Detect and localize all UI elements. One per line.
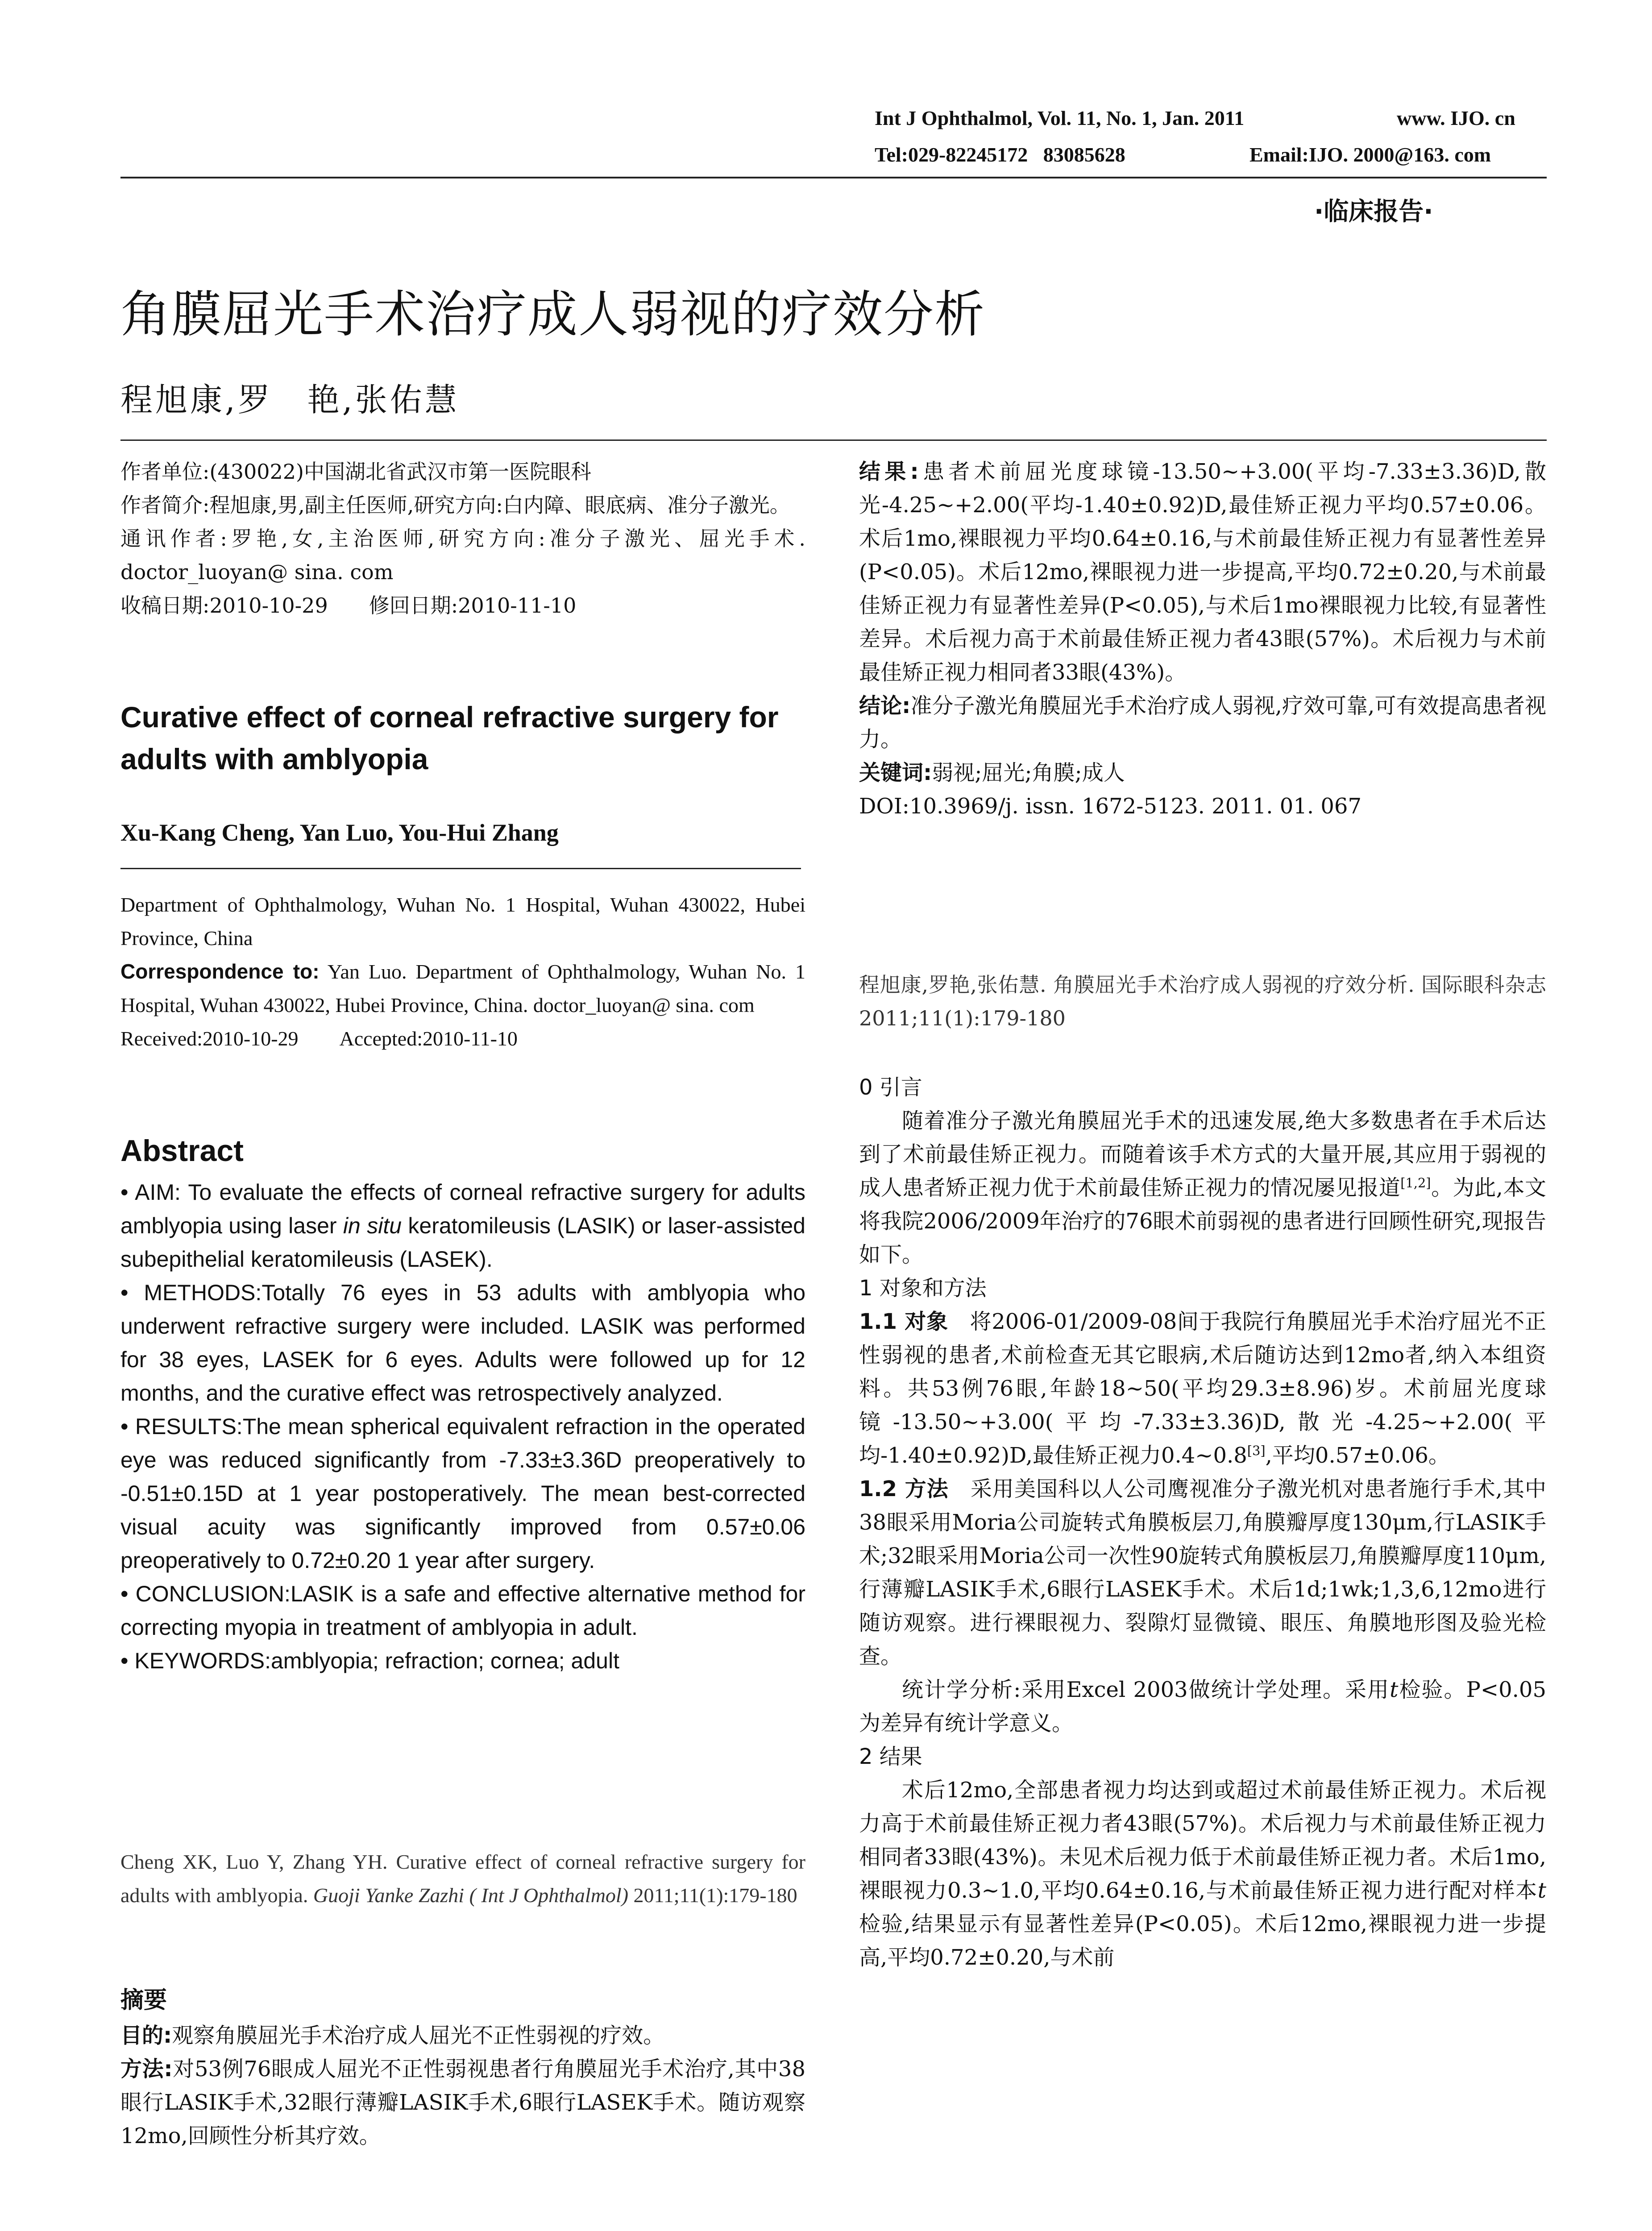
abstract-cn-methods	[120, 2053, 805, 2153]
authors-cn: 程旭康,罗 艳,张佑慧	[120, 381, 460, 419]
citation-cn: 程旭康,罗艳,张佑慧. 角膜屈光手术治疗成人弱视的疗效分析. 国际眼科杂志 2011;11(1):179-180	[859, 973, 1546, 1030]
title-rule	[120, 440, 1547, 441]
abstract-results	[120, 1410, 805, 1577]
section-heading-intro: 0 引言	[859, 1075, 922, 1100]
authors-en: Xu-Kang Cheng, Yan Luo, You-Hui Zhang	[120, 819, 559, 846]
results-body-post: 检验,结果显示有显著性差异(P<0.05)。术后12mo,裸眼视力进一步提高,平均0.72±0.20,与术前	[859, 1912, 1546, 1970]
citation-en-journal: Guoji Yanke Zazhi ( Int J Ophthalmol)	[313, 1884, 629, 1907]
abstract-cn-keywords	[859, 756, 1546, 790]
journal-email: Email:IJO. 2000@163. com	[1249, 143, 1491, 166]
journal-citation-header: Int J Ophthalmol, Vol. 11, No. 1, Jan. 2011	[875, 107, 1245, 129]
keywords-label: • KEYWORDS:	[120, 1648, 271, 1673]
affil-unit: 作者单位:(430022)中国湖北省武汉市第一医院眼科	[120, 460, 591, 484]
abstract-keywords	[120, 1644, 805, 1678]
abstract-conclusion	[120, 1577, 805, 1644]
methods-sub-label: 1.2 方法	[859, 1476, 949, 1501]
results-label: • RESULTS:	[120, 1414, 243, 1439]
abstract-heading-cn: 摘要	[120, 1987, 167, 2014]
conclusion-label-cn: 结论:	[859, 693, 911, 718]
doi: DOI:10.3969/j. issn. 1672-5123. 2011. 01. 067	[859, 794, 1362, 819]
corresponding-author: 通讯作者:罗艳,女,主治医师,研究方向:准分子激光、屈光手术. doctor_luoyan@ sina. com	[120, 527, 805, 584]
affiliations-cn	[120, 455, 805, 622]
keywords-text: amblyopia; refraction; cornea; adult	[271, 1648, 619, 1673]
methods-paragraph	[859, 1472, 1546, 1673]
results-body-pre: 术后12mo,全部患者视力均达到或超过术前最佳矫正视力。术后视力高于术前最佳矫正视力者43眼(57%)。术后视力与术前最佳矫正视力相同者33眼(43%)。未见术后视力低于术前最佳矫正视力者。术后1mo,裸眼视力0.3~1.0,平均0.64±0.16,与术前最佳矫正视力进行配对样本	[859, 1778, 1546, 1903]
aim-label: • AIM:	[120, 1180, 181, 1205]
keywords-label-cn: 关键词:	[859, 760, 932, 785]
subjects-paragraph	[859, 1305, 1546, 1472]
journal-website: www. IJO. cn	[1397, 107, 1515, 129]
header-rule	[120, 177, 1547, 178]
aim-text-pre: To evaluate the effects of corneal refractive surgery for adults amblyopia using laser	[120, 1180, 806, 1238]
intro-ref: [1,2]	[1400, 1175, 1431, 1190]
abstract-methods	[120, 1276, 805, 1410]
aim-text-italic: in situ	[343, 1213, 402, 1238]
stats-text-pre: 统计学分析:采用Excel 2003做统计学处理。采用	[902, 1677, 1390, 1702]
abstract-cn-right	[859, 455, 1546, 823]
conclusion-text: LASIK is a safe and effective alternative method for correcting myopia in treatment of amblyopia in adult.	[120, 1581, 806, 1640]
correspondence-label: Correspondence to:	[120, 960, 320, 983]
section-heading-methods: 1 对象和方法	[859, 1276, 987, 1301]
stats-text-post: 检验。P<0.05为差异有统计学意义。	[859, 1677, 1546, 1736]
received-dates-en: Received:2010-10-29 Accepted:2010-11-10	[120, 1027, 518, 1050]
methods-label: • METHODS:	[120, 1280, 262, 1305]
aim-text-cn: 观察角膜屈光手术治疗成人屈光不正性弱视的疗效。	[172, 2023, 665, 2048]
aim-label-cn: 目的:	[120, 2023, 172, 2048]
subjects-ref: [3]	[1247, 1443, 1266, 1458]
aim-text-post: keratomileusis (LASIK) or laser-assisted subepithelial keratomileusis (LASEK).	[120, 1213, 805, 1272]
affil-dept-en: Department of Ophthalmology, Wuhan No. 1 Hospital, Wuhan 430022, Hubei Province, China	[120, 893, 805, 950]
received-dates-cn: 收稿日期:2010-10-29 修回日期:2010-11-10	[120, 593, 577, 618]
results-text-cn: 患者术前屈光度球镜-13.50~+3.00(平均-7.33±3.36)D,散光-4.25~+2.00(平均-1.40±0.92)D,最佳矫正视力平均0.57±0.06。术后1mo,裸眼视力平均0.64±0.16,与术前最佳矫正视力有显著性差异(P<0.05)。术后12mo,裸眼视力进一步提高,平均0.72±0.20,与术前最佳矫正视力有显著性差异(P<0.05),与术后1mo裸眼视力比较,有显著性差异。术后视力高于术前最佳矫正视力者43眼(57%)。术后视力与术前最佳矫正视力相同者33眼(43%)。	[859, 459, 1546, 685]
correspondence-en	[120, 955, 805, 1022]
intro-paragraph	[859, 1104, 1546, 1272]
citation-en	[120, 1845, 805, 1912]
statistics-paragraph	[859, 1673, 1546, 1740]
affiliations-en	[120, 888, 805, 1055]
subjects-text-post: ,平均0.57±0.06。	[1265, 1443, 1450, 1468]
methods-label-cn: 方法:	[120, 2057, 173, 2082]
citation-en-post: 2011;11(1):179-180	[628, 1884, 797, 1907]
authors-rule	[120, 868, 801, 869]
abstract-aim	[120, 1176, 805, 1276]
abstract-cn-conclusion	[859, 689, 1546, 756]
results-t: t	[1537, 1878, 1546, 1903]
section-heading-results: 2 结果	[859, 1744, 922, 1769]
intro-text-post: 。为此,本文将我院2006/2009年治疗的76眼术前弱视的患者进行回顾性研究,现报告如下。	[859, 1175, 1546, 1267]
correspondence-text: Yan Luo. Department of Ophthalmology, Wuhan No. 1 Hospital, Wuhan 430022, Hubei Province, China. doctor_luoyan@ sina. com	[120, 960, 806, 1016]
subjects-label: 1.1 对象	[859, 1309, 948, 1334]
author-bio: 作者简介:程旭康,男,副主任医师,研究方向:白内障、眼底病、准分子激光。	[120, 493, 790, 517]
section-tag: ·临床报告·	[1314, 197, 1433, 226]
article-body	[859, 1071, 1546, 1974]
keywords-text-cn: 弱视;屈光;角膜;成人	[932, 760, 1125, 785]
abstract-cn-left	[120, 2019, 805, 2153]
intro-text-pre: 随着准分子激光角膜屈光手术的迅速发展,绝大多数患者在手术后达到了术前最佳矫正视力。而随着该手术方式的大量开展,其应用于弱视的成人患者矫正视力优于术前最佳矫正视力的情况屡见报道	[859, 1108, 1546, 1200]
abstract-cn-results	[859, 455, 1546, 689]
results-label-cn: 结果:	[859, 459, 919, 484]
stats-t: t	[1390, 1677, 1399, 1702]
article-title-en: Curative effect of corneal refractive surgery for adults with amblyopia	[120, 701, 779, 775]
abstract-heading-en: Abstract	[120, 1134, 244, 1168]
abstract-cn-aim	[120, 2019, 805, 2053]
conclusion-text-cn: 准分子激光角膜屈光手术治疗成人弱视,疗效可靠,可有效提高患者视力。	[859, 693, 1546, 752]
journal-tel: Tel:029-82245172 83085628	[875, 143, 1125, 166]
results-paragraph	[859, 1774, 1546, 1974]
subjects-text: 将2006-01/2009-08间于我院行角膜屈光手术治疗屈光不正性弱视的患者,术前检查无其它眼病,术后随访达到12mo者,纳入本组资料。共53例76眼,年龄18~50(平均29.3±8.96)岁。术前屈光度球镜-13.50~+3.00(平均-7.33±3.36)D,散光-4.25~+2.00(平均-1.40±0.92)D,最佳矫正视力0.4~0.8	[859, 1309, 1546, 1468]
conclusion-label: • CONCLUSION:	[120, 1581, 291, 1606]
methods-text: Totally 76 eyes in 53 adults with amblyopia who underwent refractive surgery were included. LASIK was performed for 38 eyes, LASEK for 6 eyes. Adults were followed up for 12 months, and the curative effect was retrospectively analyzed.	[120, 1280, 805, 1406]
abstract-en	[120, 1176, 805, 1678]
citation-en-pre: Cheng XK, Luo Y, Zhang YH. Curative effect of corneal refractive surgery for adults with amblyopia.	[120, 1850, 805, 1907]
methods-sub-text: 采用美国科以人公司鹰视准分子激光机对患者施行手术,其中38眼采用Moria公司旋转式角膜板层刀,角膜瓣厚度130μm,行LASIK手术;32眼采用Moria公司一次性90旋转式角膜板层刀,角膜瓣厚度110μm,行薄瓣LASIK手术,6眼行LASEK手术。术后1d;1wk;1,3,6,12mo进行随访观察。进行裸眼视力、裂隙灯显微镜、眼压、角膜地形图及验光检查。	[859, 1476, 1546, 1669]
methods-text-cn: 对53例76眼成人屈光不正性弱视患者行角膜屈光手术治疗,其中38眼行LASIK手术,32眼行薄瓣LASIK手术,6眼行LASEK手术。随访观察12mo,回顾性分析其疗效。	[120, 2057, 805, 2148]
results-text: The mean spherical equivalent refraction in the operated eye was reduced significantly from -7.33±3.36D preoperatively to -0.51±0.15D at 1 year postoperatively. The mean best-corrected visual acuity was significantly improved from 0.57±0.06 preoperatively to 0.72±0.20 1 year after surgery.	[120, 1414, 805, 1573]
article-title-cn: 角膜屈光手术治疗成人弱视的疗效分析	[120, 286, 985, 344]
